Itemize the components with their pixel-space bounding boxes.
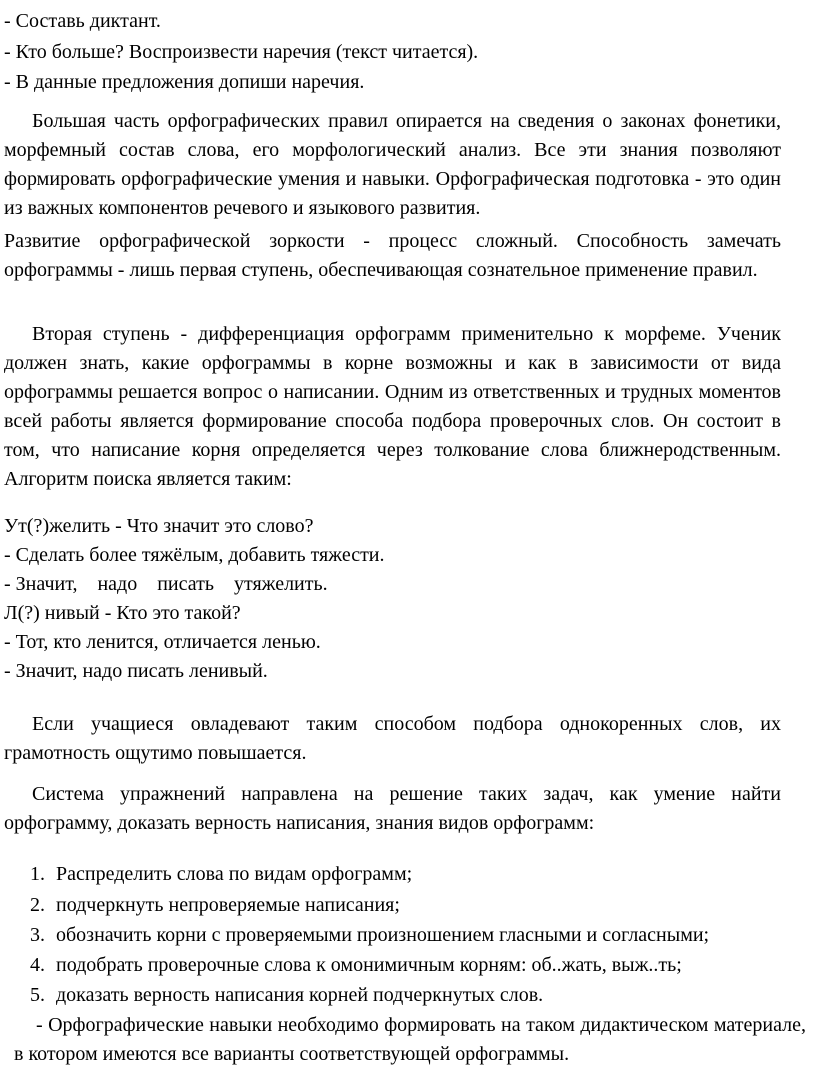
list-number: 3. [30, 924, 45, 946]
algorithm-line: - Тот, кто ленится, отличается ленью. [4, 631, 321, 653]
list-text: Распределить слова по видам орфограмм; [56, 863, 413, 885]
paragraph-final: - Орфографические навыки необходимо формировать на таком дидактическом материале, в котором имеются все варианты соответствующей орфограммы. [14, 1014, 806, 1065]
algorithm-line: - Значит, надо писать утяжелить. [4, 573, 328, 595]
list-text: доказать верность написания корней подчеркнутых слов. [56, 984, 544, 1006]
list-item [30, 923, 709, 947]
paragraph-vigilance: Развитие орфографической зоркости - процесс сложный. Способность замечать орфограммы - лишь первая ступень, обеспечивающая сознательное применение правил. [4, 230, 781, 281]
list-number: 2. [30, 894, 45, 916]
paragraph-exercise-system: Система упражнений направлена на решение таких задач, как умение найти орфограмму, доказать верность написания, знания видов орфограмм: [4, 783, 781, 834]
list-number: 5. [30, 984, 45, 1006]
algorithm-line: Ут(?)желить - Что значит это слово? [4, 515, 314, 537]
list-item [30, 862, 412, 886]
list-text: подобрать проверочные слова к омонимичным корням: об..жать, выж..ть; [56, 954, 682, 976]
list-item [30, 953, 682, 977]
intro-item: - Составь диктант. [4, 10, 161, 32]
paragraph-literacy: Если учащиеся овладевают таким способом подбора однокоренных слов, их грамотность ощутимо повышается. [4, 713, 781, 764]
algorithm-line: - Значит, надо писать ленивый. [4, 660, 268, 682]
list-number: 4. [30, 954, 45, 976]
list-text: подчеркнуть непроверяемые написания; [56, 894, 400, 916]
paragraph-second-stage: Вторая ступень - дифференциация орфограмм применительно к морфеме. Ученик должен знать, какие орфограммы в корне возможны и как в зависимости от вида орфограммы решается вопрос о написании. Одним из ответственных и трудных моментов всей работы является формирование способа подбора проверочных слов. Он состоит в том, что написание корня определяется через толкование слова ближнеродственным. Алгоритм поиска является таким: [4, 323, 781, 490]
algorithm-line: Л(?) нивый - Кто это такой? [4, 602, 241, 624]
intro-item: - Кто больше? Воспроизвести наречия (текст читается). [4, 41, 479, 63]
list-item [30, 893, 400, 917]
list-text: обозначить корни с проверяемыми произношением гласными и согласными; [56, 924, 710, 946]
paragraph-phonetics: Большая часть орфографических правил опирается на сведения о законах фонетики, морфемный состав слова, его морфологический анализ. Все эти знания позволяют формировать орфографические умения и навыки. Орфографическая подготовка - это один из важных компонентов речевого и языкового развития. [4, 110, 781, 219]
list-item [30, 983, 543, 1007]
intro-item: - В данные предложения допиши наречия. [4, 71, 365, 93]
list-number: 1. [30, 863, 45, 885]
algorithm-line: - Сделать более тяжёлым, добавить тяжести. [4, 544, 385, 566]
